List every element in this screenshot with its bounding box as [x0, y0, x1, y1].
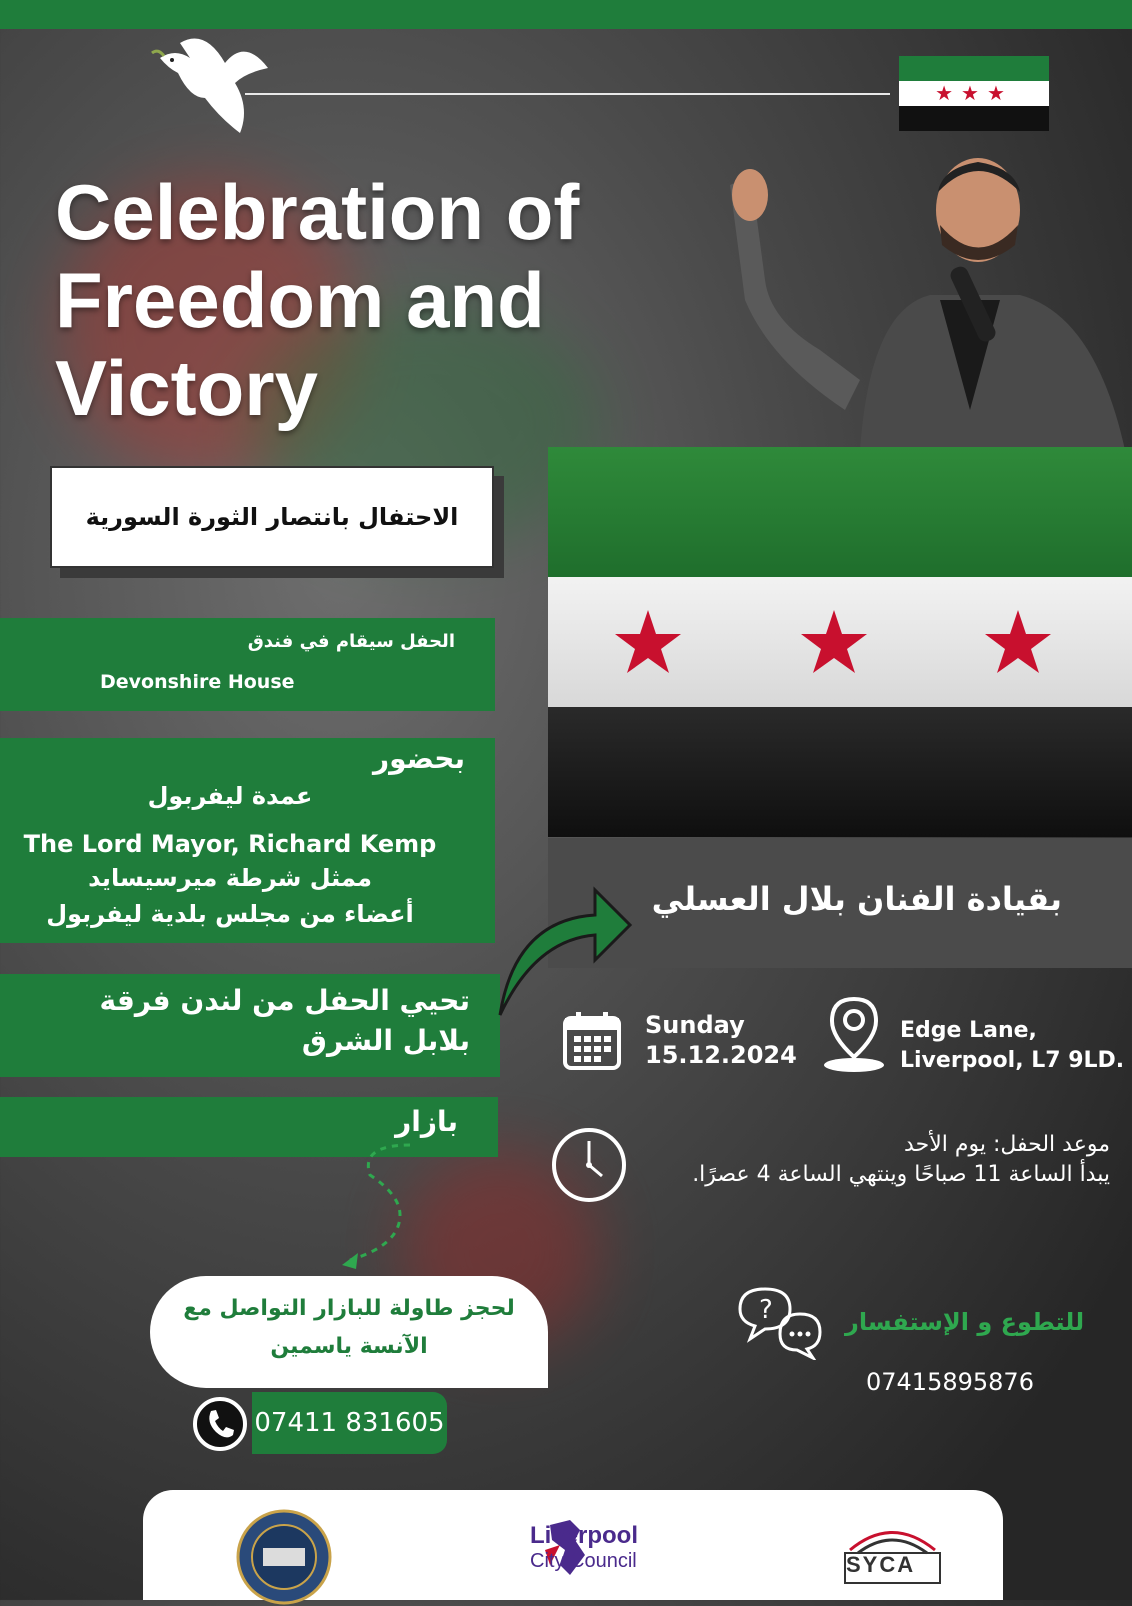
- syca-name: SYCA: [846, 1552, 916, 1577]
- event-time: [630, 1130, 1110, 1190]
- singer-photo: [730, 150, 1125, 450]
- chat-icon: [735, 1284, 825, 1360]
- time-line1: موعد الحفل: يوم الأحد: [904, 1132, 1110, 1157]
- calendar-icon: [562, 1010, 622, 1072]
- phone-icon: [192, 1396, 248, 1452]
- location-line1: Edge Lane,: [900, 1018, 1037, 1043]
- council-sub: City Council: [530, 1550, 637, 1572]
- date-day: Sunday: [645, 1011, 745, 1039]
- syrian-flag: [548, 447, 1132, 837]
- event-date: [645, 1010, 797, 1070]
- band-line1: تحيي الحفل من لندن فرقة: [99, 984, 470, 1017]
- volunteer-phone[interactable]: 07415895876: [866, 1368, 1034, 1396]
- date-value: 15.12.2024: [645, 1041, 797, 1069]
- location-pin-icon: [820, 995, 888, 1073]
- booking-bubble: [150, 1276, 548, 1388]
- volunteer-label: للتطوع و الإستفسار: [845, 1308, 1085, 1336]
- bazaar-label: بازار: [395, 1105, 458, 1138]
- attendance-line: أعضاء من مجلس بلدية ليفربول: [46, 900, 414, 928]
- attendance-heading: بحضور: [373, 742, 465, 775]
- booking-phone[interactable]: 07411 831605: [252, 1392, 447, 1454]
- artist-name: بقيادة الفنان بلال العسلي: [651, 880, 1062, 918]
- booking-line1: لحجز طاولة للبازار التواصل مع: [183, 1296, 515, 1321]
- attendance-line: عمدة ليفربول: [147, 782, 313, 810]
- flag-stars: [548, 577, 1132, 707]
- booking-line2: الآنسة ياسمين: [270, 1334, 428, 1359]
- attendance-line: The Lord Mayor, Richard Kemp: [23, 830, 437, 858]
- venue-panel: [0, 618, 495, 711]
- clock-icon: [550, 1126, 628, 1204]
- community-logo-icon: [235, 1508, 333, 1606]
- time-line2: يبدأ الساعة 11 صباحًا وينتهي الساعة 4 عصرًا.: [692, 1162, 1110, 1187]
- dashed-arrow-icon: [330, 1135, 450, 1275]
- venue-line2: Devonshire House: [100, 671, 295, 693]
- attendance-line: ممثل شرطة ميرسيسايد: [88, 864, 372, 892]
- attendance-panel: [0, 738, 495, 943]
- band-line2: بلابل الشرق: [301, 1024, 470, 1057]
- arabic-headline: الاحتفال بانتصار الثورة السورية: [50, 466, 494, 568]
- band-panel: [0, 974, 500, 1077]
- dove-icon: [150, 28, 270, 138]
- artist-panel: [548, 838, 1132, 968]
- top-bar: [0, 0, 1132, 29]
- arrow-icon: [495, 880, 635, 1020]
- small-flag: ★★★: [899, 56, 1049, 131]
- venue-line1: الحفل سيقام في فندق: [247, 631, 455, 652]
- council-name: Liverpool: [530, 1522, 639, 1549]
- event-location: [900, 1016, 1124, 1076]
- svg-text:?: ?: [759, 1295, 773, 1325]
- decorative-line: [245, 93, 890, 95]
- page-title: Celebration of Freedom and Victory: [55, 168, 580, 432]
- location-line2: Liverpool, L7 9LD.: [900, 1048, 1125, 1073]
